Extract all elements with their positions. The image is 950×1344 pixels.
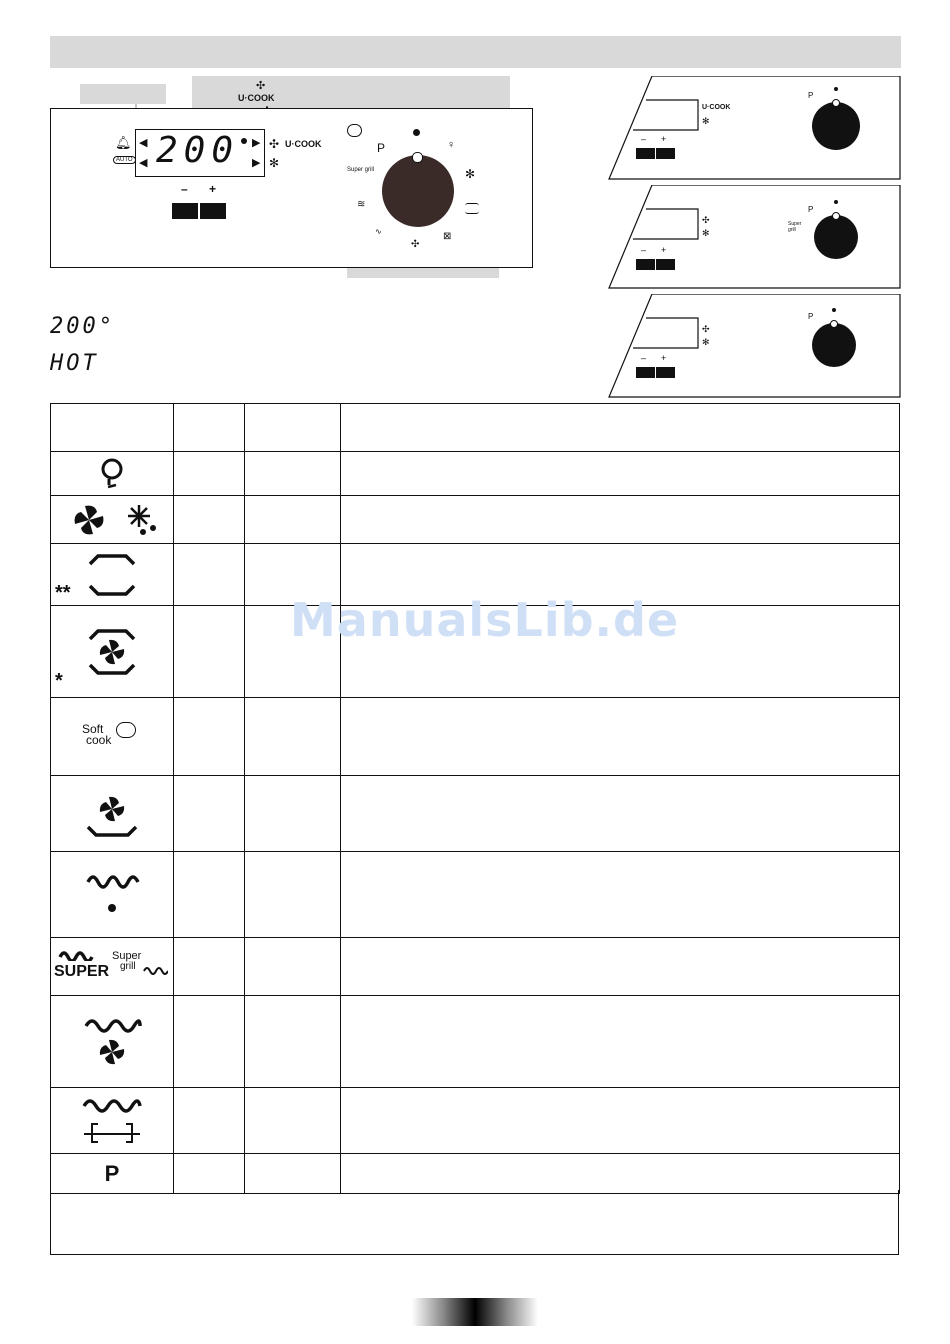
mini-plus: +	[661, 134, 667, 144]
snowflake-icon: ✻	[702, 337, 710, 347]
functions-table	[50, 403, 900, 1194]
fan-icon: ✣	[702, 215, 710, 225]
fan-icon: ✣	[702, 324, 710, 334]
auto-icon: AUTO	[113, 156, 136, 164]
minus-label: –	[181, 182, 188, 196]
oven-off-icon	[347, 124, 362, 137]
fan-icon: ✣	[256, 80, 266, 92]
page-number-bar	[412, 1298, 538, 1326]
lamp-icon	[51, 452, 174, 496]
mini-panel-outline	[608, 185, 901, 289]
table-row	[51, 1088, 900, 1154]
mini-minus: –	[641, 353, 647, 363]
table-row	[51, 452, 900, 496]
grill-icon: ≋	[357, 199, 366, 210]
header-cell	[173, 404, 244, 452]
mini-minus: –	[641, 245, 647, 255]
soft-cook-text: cook	[85, 732, 112, 747]
example-hot: HOT	[50, 351, 99, 376]
table-row	[51, 698, 900, 776]
fan-ring-icon	[51, 606, 174, 698]
selector-knob[interactable]	[382, 155, 454, 227]
super-grill-icon	[51, 938, 174, 996]
header-cell	[340, 404, 899, 452]
defrost-icon: ✻	[465, 167, 476, 181]
knob-off-dot	[413, 129, 420, 136]
soft-cook-icon	[51, 698, 174, 776]
mini-minus: –	[641, 134, 647, 144]
static-icon	[51, 544, 174, 606]
right-arrow-icon: ▶	[252, 137, 261, 149]
mini-ucook-label: U·COOK	[702, 104, 731, 111]
control-panel	[50, 108, 533, 268]
program-label: P	[104, 1160, 120, 1186]
fan-bottom-icon	[51, 776, 174, 852]
ucook-label: U·COOK	[285, 139, 322, 149]
left-arrow-icon: ◀	[139, 137, 148, 149]
super-grill-icon: Super grill	[347, 167, 375, 173]
super-grill-text: Super	[111, 949, 142, 962]
table-row	[51, 1154, 900, 1194]
example-temperature: 200°	[50, 314, 115, 339]
mini-p-label: P	[808, 205, 814, 214]
header-cell	[51, 404, 174, 452]
table-row	[51, 996, 900, 1088]
fan-icon: ✣	[269, 137, 280, 151]
table-row	[51, 938, 900, 996]
super-grill-text: grill	[119, 960, 136, 972]
fan-bottom-icon: ✣	[411, 239, 420, 250]
snowflake-icon: ✻	[702, 116, 710, 126]
knob-p-label: P	[377, 141, 386, 155]
right-arrow-icon: ▶	[252, 157, 261, 169]
grill-static-icon	[51, 1088, 174, 1154]
dot-indicator	[241, 138, 247, 144]
mini-panel-3	[608, 294, 901, 398]
grill-small-icon	[51, 852, 174, 938]
header-cell	[244, 404, 340, 452]
mini-panel-outline	[608, 76, 901, 180]
grill-small-icon: ∿	[375, 227, 382, 236]
display-value: 200	[156, 130, 240, 171]
table-row	[51, 852, 900, 938]
table-row	[51, 776, 900, 852]
watermark: ManualsLib.de	[290, 593, 680, 647]
snowflake-icon: ✻	[702, 228, 710, 238]
plus-button[interactable]	[200, 203, 226, 219]
display	[135, 129, 265, 177]
callout-ucook-label: U·COOK	[238, 93, 275, 103]
minus-button[interactable]	[172, 203, 198, 219]
snowflake-icon: ✻	[269, 156, 280, 170]
table-footer-note	[50, 1190, 899, 1255]
knob-indicator	[412, 152, 423, 163]
bell-icon: 🔔︎	[115, 135, 132, 150]
mini-p-label: P	[808, 91, 814, 100]
mini-plus: +	[661, 245, 667, 255]
table-header-row	[51, 404, 900, 452]
mini-panel-1	[608, 76, 901, 180]
program-icon	[51, 1154, 174, 1194]
left-arrow-icon: ◀	[139, 157, 148, 169]
footnote-marker: **	[55, 582, 71, 604]
mini-plus: +	[661, 353, 667, 363]
pot-icon	[116, 722, 136, 738]
fan-ring-icon: ⊠	[443, 231, 452, 242]
soft-cook-text: Soft	[81, 721, 104, 736]
static-icon	[465, 203, 479, 214]
mini-panel-2	[608, 185, 901, 289]
lamp-icon: ♀	[447, 139, 456, 151]
footnote-marker: *	[55, 670, 63, 692]
mini-super-grill: Super grill	[788, 221, 802, 233]
grill-fan-icon	[51, 996, 174, 1088]
defrost-icon	[51, 496, 174, 544]
super-text: SUPER	[53, 962, 110, 980]
table-row	[51, 496, 900, 544]
plus-label: +	[209, 182, 217, 196]
mini-p-label: P	[808, 312, 814, 321]
mini-panel-outline	[608, 294, 901, 398]
